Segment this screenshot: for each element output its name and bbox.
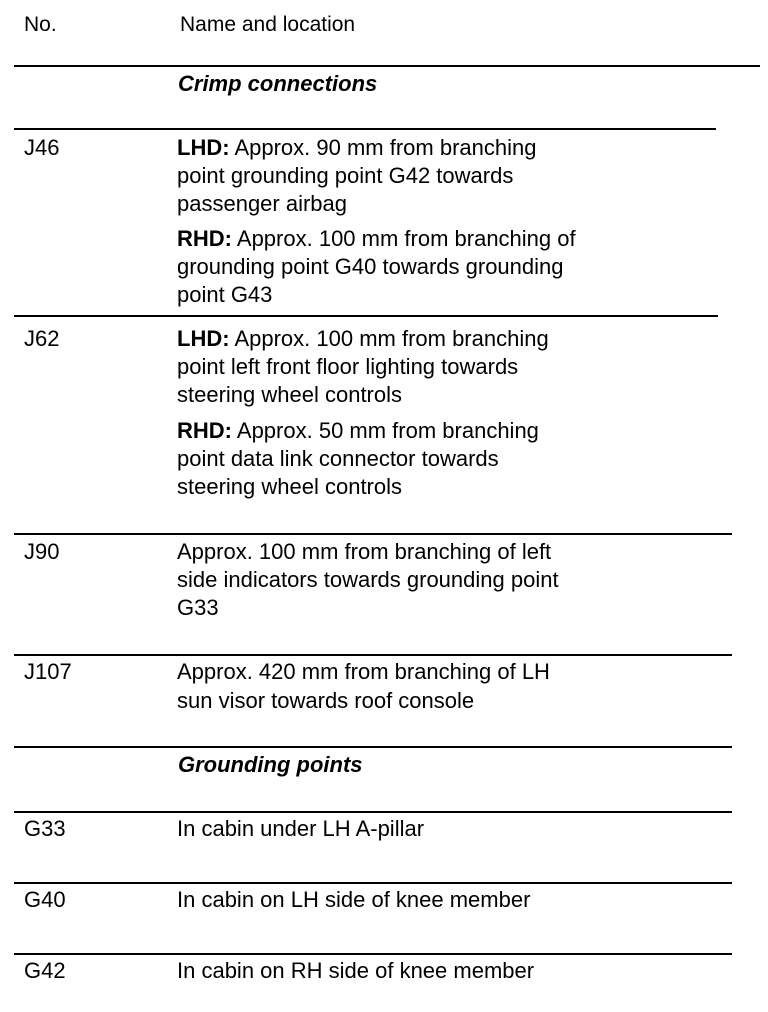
- description-line: point data link connector towards: [177, 446, 499, 471]
- description-line: Approx. 420 mm from branching of LH: [177, 659, 550, 684]
- rhd-line: RHD: Approx. 100 mm from branching of: [177, 226, 576, 251]
- row-rule: [14, 882, 732, 884]
- row-number-j46: J46: [24, 135, 60, 160]
- row-rule: [14, 533, 732, 535]
- description-line: side indicators towards grounding point: [177, 567, 559, 592]
- column-header-name-location: Name and location: [180, 13, 356, 36]
- row-rule: [14, 953, 732, 955]
- row-description-g33: In cabin under LH A-pillar: [177, 816, 425, 841]
- row-number-g42: G42: [24, 958, 66, 983]
- section-title-grounding-points: Grounding points: [178, 752, 363, 777]
- column-header-no: No.: [24, 13, 57, 36]
- lhd-line: LHD: Approx. 100 mm from branching: [177, 326, 549, 351]
- row-rule: [14, 128, 716, 130]
- rhd-label: RHD:: [177, 226, 232, 251]
- description-line: steering wheel controls: [177, 474, 403, 499]
- lhd-line: LHD: Approx. 90 mm from branching: [177, 135, 537, 160]
- row-number-j62: J62: [24, 326, 60, 351]
- row-rule: [14, 315, 718, 317]
- row-number-g40: G40: [24, 887, 66, 912]
- row-rule: [14, 654, 732, 656]
- row-description-g40: In cabin on LH side of knee member: [177, 887, 531, 912]
- description-line: sun visor towards roof console: [177, 688, 475, 713]
- header-rule: [14, 65, 760, 67]
- row-rule: [14, 811, 732, 813]
- row-description-g42: In cabin on RH side of knee member: [177, 958, 535, 983]
- description-line: Approx. 100 mm from branching of left: [177, 539, 552, 564]
- description-line: point grounding point G42 towards: [177, 163, 514, 188]
- description-line: point left front floor lighting towards: [177, 354, 519, 379]
- description-line: G33: [177, 595, 219, 620]
- row-number-j107: J107: [24, 659, 72, 684]
- row-number-g33: G33: [24, 816, 66, 841]
- lhd-label: LHD:: [177, 326, 230, 351]
- row-rule: [14, 746, 732, 748]
- description-line: grounding point G40 towards grounding: [177, 254, 564, 279]
- lhd-label: LHD:: [177, 135, 230, 160]
- description-line: passenger airbag: [177, 191, 348, 216]
- rhd-label: RHD:: [177, 418, 232, 443]
- description-line: point G43: [177, 282, 273, 307]
- row-number-j90: J90: [24, 539, 60, 564]
- description-line: steering wheel controls: [177, 382, 403, 407]
- section-title-crimp-connections: Crimp connections: [178, 71, 378, 96]
- rhd-line: RHD: Approx. 50 mm from branching: [177, 418, 539, 443]
